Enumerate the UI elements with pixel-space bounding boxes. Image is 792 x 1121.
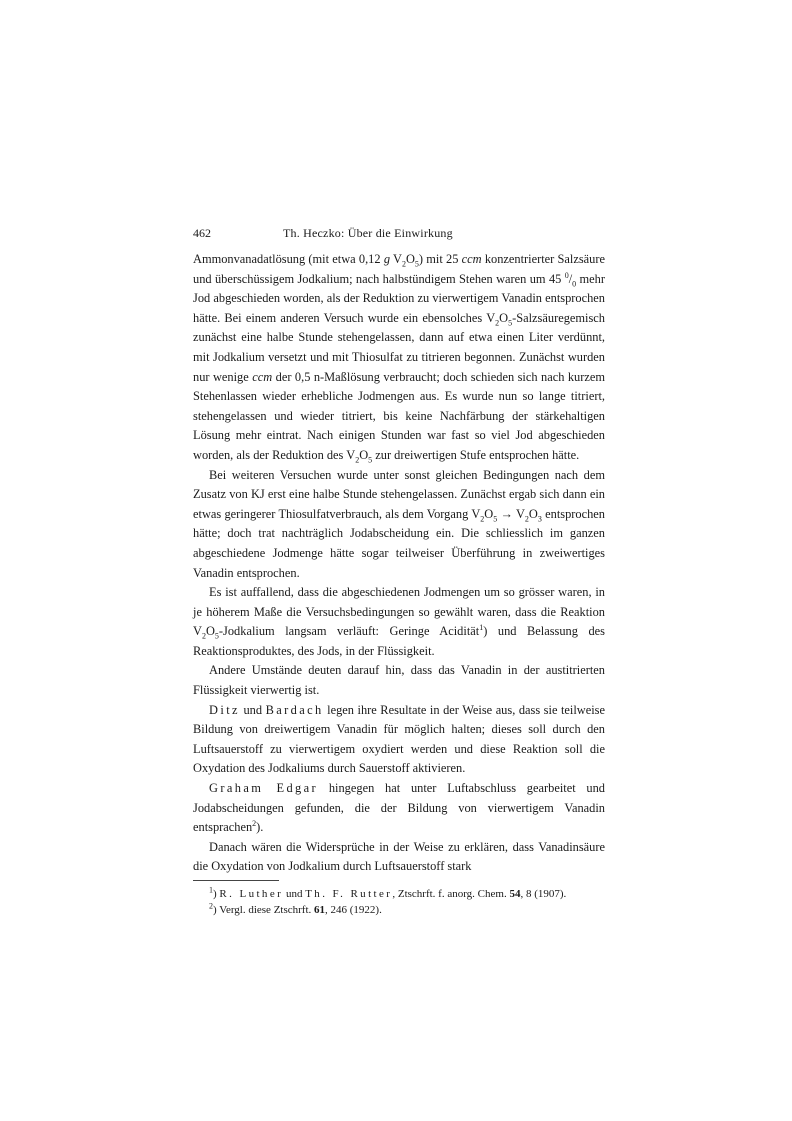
spaced-name: Graham Edgar [209, 781, 319, 796]
paragraph [193, 779, 605, 838]
subscript: 2 [201, 631, 206, 641]
text-run: Bei weiteren Versuchen wurde unter sonst gleichen Bedingungen nach dem Zusatz von KJ erst eine halbe Stunde stehengelassen. Zunächst ergab sich dann ein etwas geringerer Thiosulfatverbrauch, als dem Vorgang V [193, 467, 605, 521]
text-run: 61 [314, 904, 326, 916]
text-run: hingegen hat unter Luftabschluss gearbeitet und Jodabscheidungen gefunden, die der Bildung von vierwertigem Vanadin entsprachen [193, 781, 606, 835]
text-run: 54 [509, 888, 521, 900]
text-run: , Ztschrft. f. anorg. Chem. [392, 888, 510, 900]
text-run: ). [256, 820, 264, 835]
text-run: , 246 (1922). [325, 904, 382, 916]
subscript: 5 [414, 259, 419, 269]
text-run: O [528, 506, 538, 521]
text-run: konzentrierter Salzsäure und überschüssigem Jodkalium; nach halbstündigem Stehen waren um 45 [193, 252, 605, 286]
text-run: ) und Belassung des Reaktionsproduktes, des Jods, in der Flüssigkeit. [193, 624, 605, 658]
text-run: der 0,5 n-Maßlösung verbraucht; doch schieden sich nach kurzem Stehenlassen wieder erhebliche Jodmengen aus. Es wurde nun so lange titriert, stehengelassen und wieder titriert, bis keine Nachfärbung der stärkehaltigen Lösung mehr eintrat. Nach einigen Stunden war fast so viel Jod abgeschieden worden, als der Reduktion des V [193, 369, 606, 462]
subscript: 3 [537, 514, 542, 524]
footnote [193, 886, 605, 902]
text-run: , 8 (1907). [520, 888, 567, 900]
running-title: Th. Heczko: Über die Einwirkung [283, 226, 453, 240]
subscript: 5 [214, 631, 219, 641]
subscript: 2 [355, 455, 360, 465]
superscript: 1 [479, 623, 484, 633]
text-run: Danach wären die Widersprüche in der Weise zu erklären, dass Vanadinsäure die Oxydation von Jodkalium durch Luftsauerstoff stark [193, 839, 605, 874]
paragraph [193, 466, 605, 584]
paragraph [193, 661, 605, 700]
subscript: 2 [480, 514, 485, 524]
text-run: Es ist auffallend, dass die abgeschiedenen Jodmengen um so grösser waren, in je höherem Maße die Versuchsbedingungen so gewählt waren, dass die Reaktion V [193, 585, 605, 639]
text-run: / [568, 271, 573, 286]
body-text [193, 250, 605, 877]
footnote-rule [193, 880, 279, 881]
text-run: und [283, 888, 306, 900]
footnote [193, 902, 605, 918]
subscript: 2 [401, 259, 406, 269]
subscript: 2 [524, 514, 529, 524]
paragraph [193, 583, 605, 661]
text-run: Andere Umstände deuten darauf hin, dass das Vanadin in der austitrierten Flüssigkeit vierwertig ist. [193, 663, 605, 698]
text-run: -Salzsäuregemisch zunächst eine halbe Stunde stehengelassen, dann auf etwa einen Liter verdünnt, mit Jodkalium versetzt und mit Thiosulfat zu titrieren begonnen. Zunächst wurden nur wenige [193, 310, 605, 384]
subscript: 5 [368, 455, 373, 465]
footnotes [193, 880, 605, 918]
text-run: mehr Jod abgeschieden worden, als der Reduktion zu vierwertigem Vanadin entsprochen hätte. Bei einem anderen Versuch wurde ein ebensolches V [193, 271, 606, 325]
footnote-list [193, 886, 605, 918]
paragraph [193, 838, 605, 877]
text-run: O [405, 252, 415, 266]
text-run: Ammonvanadatlösung (mit etwa 0,12 [193, 252, 384, 266]
text-run: entsprochen hätte; doch trat nachträglich Jodabscheidung ein. Die schliesslich im ganzen abgeschiedene Jodmenge hätte sogar teilweiser Überführung in zweiwertiges Vanadin entsprochen. [193, 506, 606, 580]
superscript: 2 [252, 819, 257, 829]
subscript: 0 [572, 279, 577, 289]
text-run: ) Vergl. diese Ztschrft. [213, 904, 315, 916]
text-run: O [499, 310, 509, 325]
superscript: 2 [209, 901, 213, 911]
spaced-name: Th. F. Rutter [305, 888, 393, 900]
paragraph [193, 250, 605, 466]
subscript: 5 [493, 514, 498, 524]
text-run: ) mit 25 [418, 252, 462, 266]
book-page [193, 226, 605, 918]
text-run: V [390, 252, 402, 266]
text-run: zur dreiwertigen Stufe entsprochen hätte. [372, 447, 580, 462]
page-number: 462 [193, 226, 211, 240]
text-run: g [383, 252, 391, 266]
text-run: legen ihre Resultate in der Weise aus, dass sie teilweise Bildung von dreiwertigem Vanadin für möglich halten; dieses soll durch den Luftsauerstoff zu vierwertigem oxydiert werden und diese Reaktion soll die Oxydation des Jodkaliums durch Sauerstoff aktivieren. [193, 702, 605, 776]
text-run: ccm [461, 252, 482, 266]
text-run: → V [497, 506, 525, 521]
text-run: und [239, 702, 266, 717]
text-run: ccm [252, 369, 273, 384]
text-run: O [359, 447, 369, 462]
spaced-name: Bardach [265, 702, 324, 717]
superscript: 0 [564, 270, 569, 280]
text-run: O [484, 506, 494, 521]
text-run: O [205, 624, 215, 639]
running-head [193, 226, 605, 242]
paragraph [193, 701, 605, 779]
text-run: ) [213, 888, 220, 900]
superscript: 1 [209, 885, 213, 895]
text-run: -Jodkalium langsam verläuft: Geringe Acidität [218, 624, 480, 639]
subscript: 5 [508, 318, 513, 328]
subscript: 2 [495, 318, 500, 328]
spaced-name: R. Luther [219, 888, 284, 900]
spaced-name: Ditz [209, 702, 240, 717]
